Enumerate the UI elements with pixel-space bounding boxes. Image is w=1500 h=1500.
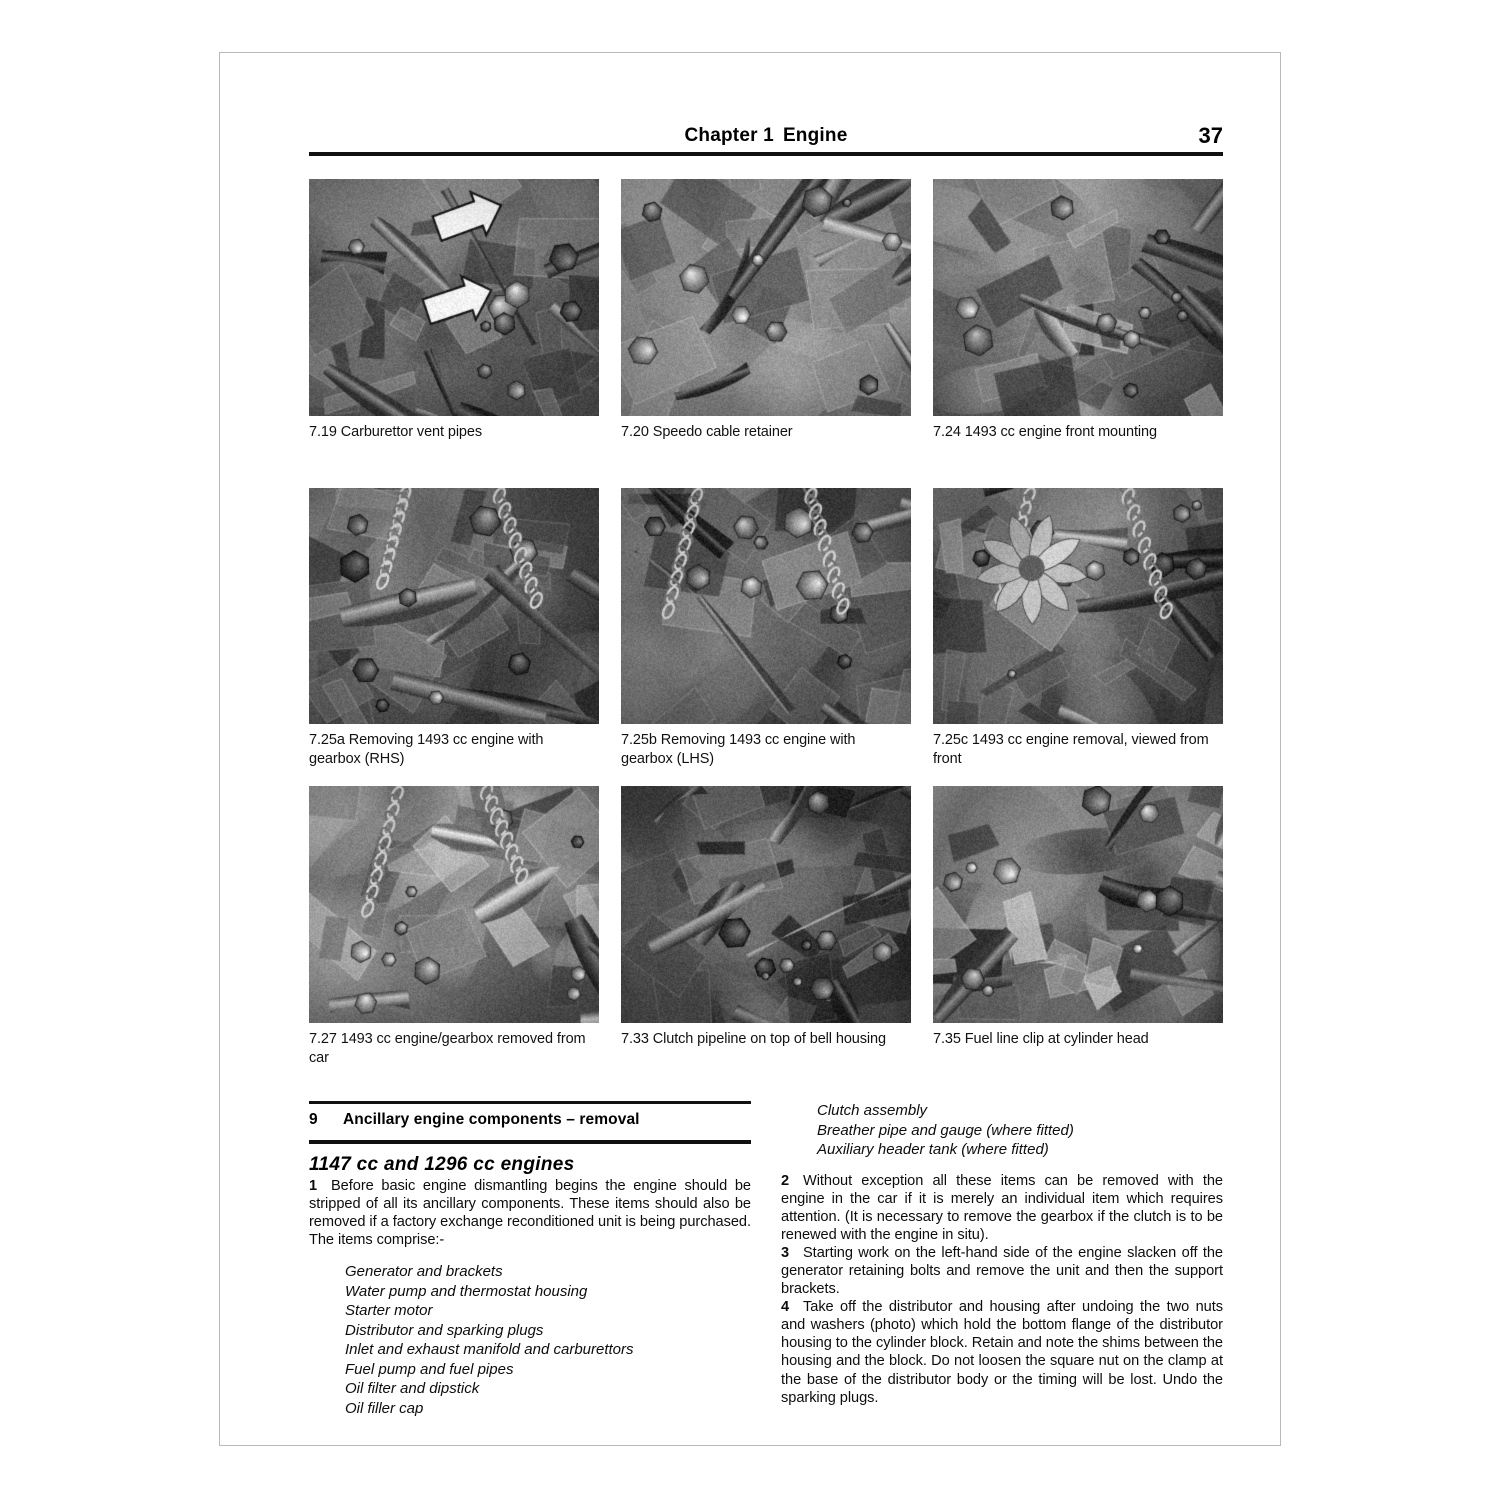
- figure-image: [933, 786, 1223, 1023]
- running-head-chapter: Chapter 1: [684, 125, 774, 146]
- figure-caption: 7.35 Fuel line clip at cylinder head: [933, 1031, 1149, 1047]
- paragraph-number-1: 1: [309, 1178, 318, 1194]
- figure-caption: 7.25b Removing 1493 cc engine with gearbox (LHS): [621, 732, 856, 768]
- figure-7-20: [621, 179, 911, 442]
- paragraph-4: [781, 1298, 1223, 1407]
- figure-image: [621, 786, 911, 1023]
- paragraph-1: [309, 1177, 751, 1249]
- figure-caption: 7.20 Speedo cable retainer: [621, 424, 793, 440]
- ancillary-item-list-right: [781, 1101, 1223, 1160]
- figure-image: [933, 179, 1223, 416]
- page-title: [309, 125, 1223, 147]
- ancillary-item: Oil filter and dipstick: [345, 1380, 480, 1398]
- figure-image: [933, 488, 1223, 724]
- figure-image: [621, 179, 911, 416]
- running-head: [309, 125, 1223, 159]
- ancillary-item: Breather pipe and gauge (where fitted): [817, 1121, 1074, 1139]
- ancillary-item: Clutch assembly: [817, 1102, 928, 1119]
- ancillary-item: Oil filler cap: [345, 1399, 424, 1417]
- figure-caption: 7.27 1493 cc engine/gearbox removed from car: [309, 1031, 586, 1067]
- section-number: 9: [309, 1111, 318, 1128]
- figure-caption: 7.24 1493 cc engine front mounting: [933, 424, 1157, 440]
- figure-caption: 7.25a Removing 1493 cc engine with gearbox (RHS): [309, 732, 544, 768]
- ancillary-item: Inlet and exhaust manifold and carburettors: [345, 1341, 634, 1359]
- paragraph-number-4: 4: [781, 1299, 790, 1316]
- section-title: Ancillary engine components – removal: [343, 1111, 640, 1128]
- running-head-subject: Engine: [782, 125, 848, 146]
- ancillary-item: Distributor and sparking plugs: [345, 1321, 544, 1339]
- ancillary-item: Water pump and thermostat housing: [345, 1282, 588, 1300]
- figure-7-27: [309, 786, 599, 1068]
- paragraph-4-text: Take off the distributor and housing after undoing the two nuts and washers (photo) which hold the bottom flange of the distributor housing to the cylinder block. Retain and note the shims between the housing and the block. Do not loosen the square nut on the clamp at the base of the distributor body or the timing will be lost. Undo the sparking plugs.: [781, 1299, 1223, 1406]
- paragraph-3: [781, 1244, 1223, 1298]
- page-number: 37: [1198, 123, 1223, 148]
- ancillary-item-list-left: [309, 1262, 751, 1418]
- ancillary-item: Auxiliary header tank (where fitted): [817, 1141, 1049, 1158]
- paragraph-2: [781, 1172, 1223, 1244]
- figure-image: [621, 488, 911, 724]
- figure-caption: 7.19 Carburettor vent pipes: [309, 424, 483, 440]
- figure-caption: 7.25c 1493 cc engine removal, viewed from front: [933, 732, 1209, 768]
- ancillary-item: Generator and brackets: [345, 1263, 503, 1281]
- section-heading: [309, 1104, 751, 1135]
- text-column-left: [309, 1101, 751, 1418]
- paragraph-1-text: Before basic engine dismantling begins the engine should be stripped of all its ancillary components. These items should also be removed if a factory exchange reconditioned unit is being purchased. The items comprise:-: [309, 1178, 751, 1249]
- page-sheet: [219, 52, 1281, 1446]
- figure-image: [309, 488, 599, 724]
- figure-image: [309, 179, 599, 416]
- figure-7-25c: [933, 488, 1223, 769]
- text-column-right: [781, 1101, 1223, 1407]
- paragraph-number-3: 3: [781, 1244, 790, 1261]
- figure-7-35: [933, 786, 1223, 1049]
- figure-7-33: [621, 786, 911, 1049]
- figure-7-25b: [621, 488, 911, 769]
- article-body: [309, 1101, 1223, 1417]
- figure-caption: 7.33 Clutch pipeline on top of bell housing: [621, 1031, 886, 1047]
- figure-7-24: [933, 179, 1223, 442]
- figure-image: [309, 786, 599, 1023]
- section-rule-bottom: [309, 1140, 751, 1144]
- figure-7-25a: [309, 488, 599, 769]
- section-subheading: 1147 cc and 1296 cc engines: [309, 1154, 575, 1175]
- paragraph-number-2: 2: [781, 1172, 790, 1189]
- figure-7-19: [309, 179, 599, 442]
- page-content: [309, 123, 1223, 1417]
- ancillary-item: Starter motor: [345, 1302, 433, 1320]
- header-rule: [309, 152, 1223, 156]
- paragraph-3-text: Starting work on the left-hand side of the engine slacken off the generator retaining bolts and remove the unit and then the support brackets.: [781, 1244, 1223, 1298]
- ancillary-item: Fuel pump and fuel pipes: [345, 1360, 514, 1378]
- paragraph-2-text: Without exception all these items can be removed with the engine in the car if it is merely an individual item which requires attention. (It is necessary to remove the gearbox if the clutch is to be renewed with the engine in situ).: [781, 1172, 1223, 1243]
